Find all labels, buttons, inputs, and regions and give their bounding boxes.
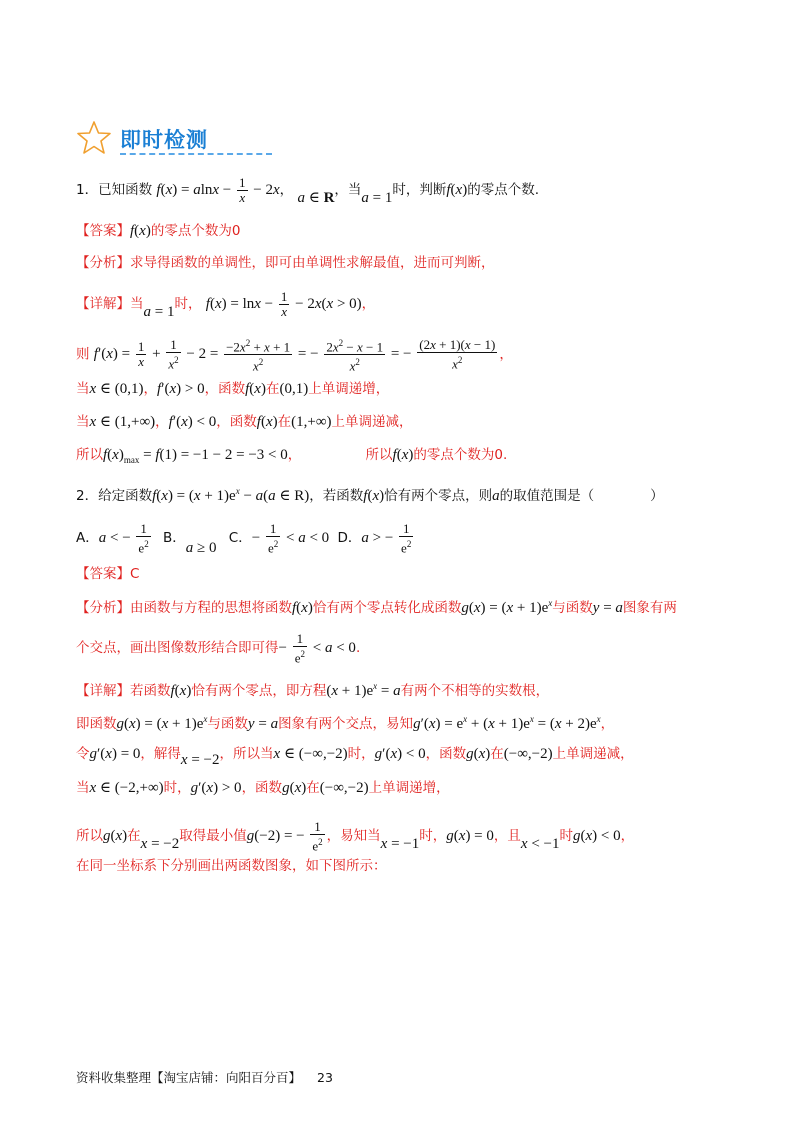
option-c[interactable]: C．− $\frac{1}{e^2}$ < a < 0 xyxy=(228,521,330,556)
q2-analysis-1: 【分析】由函数与方程的思想将函数f(x)恰有两个零点转化成函数$g(x) = (x + 1)e^x$与函数y = a图象有两 xyxy=(76,598,677,616)
q1-decreasing: 当x ∈ (1,+∞)，f′(x) < 0，函数f(x)在(1,+∞)上单调递减， xyxy=(76,414,413,430)
option-a[interactable]: A．a < − $\frac{1}{e^2}$ xyxy=(76,521,149,556)
option-d[interactable]: D．a > − $\frac{1}{e^2}$ xyxy=(337,521,412,556)
q1-formula: f(x) = alnx − $\frac{1}{x}$ − 2x xyxy=(156,175,280,205)
q2-analysis-2: 个交点，画出图像数形结合即可得− $\frac{1}{e^2}$ < a < 0. xyxy=(76,631,361,666)
q2-detail-6: 在同一坐标系下分别画出两函数图象，如下图所示： xyxy=(76,858,387,874)
q2-detail-4: 当x ∈ (−2,+∞)时，g′(x) > 0，函数g(x)在(−∞,−2)上单调递增， xyxy=(76,780,450,796)
q2-detail-3: 令g′(x) = 0，解得x = −2，所以当x ∈ (−∞,−2)时，g′(x) < 0，函数g(x)在(−∞,−2)上单调递减， xyxy=(76,746,634,768)
option-b[interactable]: B．a ≥ 0 xyxy=(163,530,217,557)
q1-answer: 【答案】f(x)的零点个数为0 xyxy=(76,223,241,239)
q1-analysis: 【分析】求导得函数的单调性，即可由单调性求解最值，进而可判断， xyxy=(76,255,495,271)
q1-derivative: 则 f′(x) = $\frac{1}{x}$ + $\frac{1}{x^2}$ − 2 = $\frac{-2x^2 + x + 1}{x^2}$ = − $\frac{2x^2 - x - 1}{x^2}$ = − $\frac{(2x + 1)(x - 1)}{x^2}$ ， xyxy=(76,337,513,374)
q2-detail-5: 所以g(x)在x = −2取得最小值g(−2) = − $\frac{1}{e^2}$ ，易知当x = −1时，g(x) = 0，且x < −1时g(x) < 0， xyxy=(76,819,635,854)
q2-detail-2: 即函数$g(x) = (x + 1)e^x$与函数y = a图象有两个交点，易知$g'(x) = e^x + (x + 1)e^x = (x + 2)e^x$， xyxy=(76,714,615,732)
q1-increasing: 当x ∈ (0,1)，f′(x) > 0，函数f(x)在(0,1)上单调递增， xyxy=(76,381,390,397)
page-number: 23 xyxy=(317,1070,333,1085)
footer-source: 资料收集整理【淘宝店铺：向阳百分百】 xyxy=(76,1070,302,1085)
title-underline xyxy=(120,153,272,155)
star-icon xyxy=(76,120,112,156)
q1-conclusion: 所以$f(x)_{max} = f(1) = -1 - 2 = -3 < 0$， 所以f(x)的零点个数为0. xyxy=(76,447,508,465)
q2-detail-1: 【详解】若函数f(x)恰有两个零点，即方程$(x + 1)e^x = a$有两个不相等的实数根， xyxy=(76,681,550,699)
page-footer xyxy=(76,1068,333,1088)
q2-answer: 【答案】C xyxy=(76,566,140,582)
q1-stem: 1．已知函数 f(x) = alnx − $\frac{1}{x}$ − 2x， a ∈ R，当a = 1时，判断f(x)的零点个数. xyxy=(76,175,540,206)
q1-detail-1: 【详解】当a = 1时， f(x) = lnx − $\frac{1}{x}$ − 2x(x > 0)， xyxy=(76,289,376,320)
q2-options xyxy=(76,522,415,555)
q2-stem: 2．给定函数$f(x) = (x + 1)e^x - a(a$ ∈ R)，若函数f(x)恰有两个零点，则a的取值范围是（ ） xyxy=(76,486,664,504)
section-title: 即时检测 xyxy=(120,128,208,152)
